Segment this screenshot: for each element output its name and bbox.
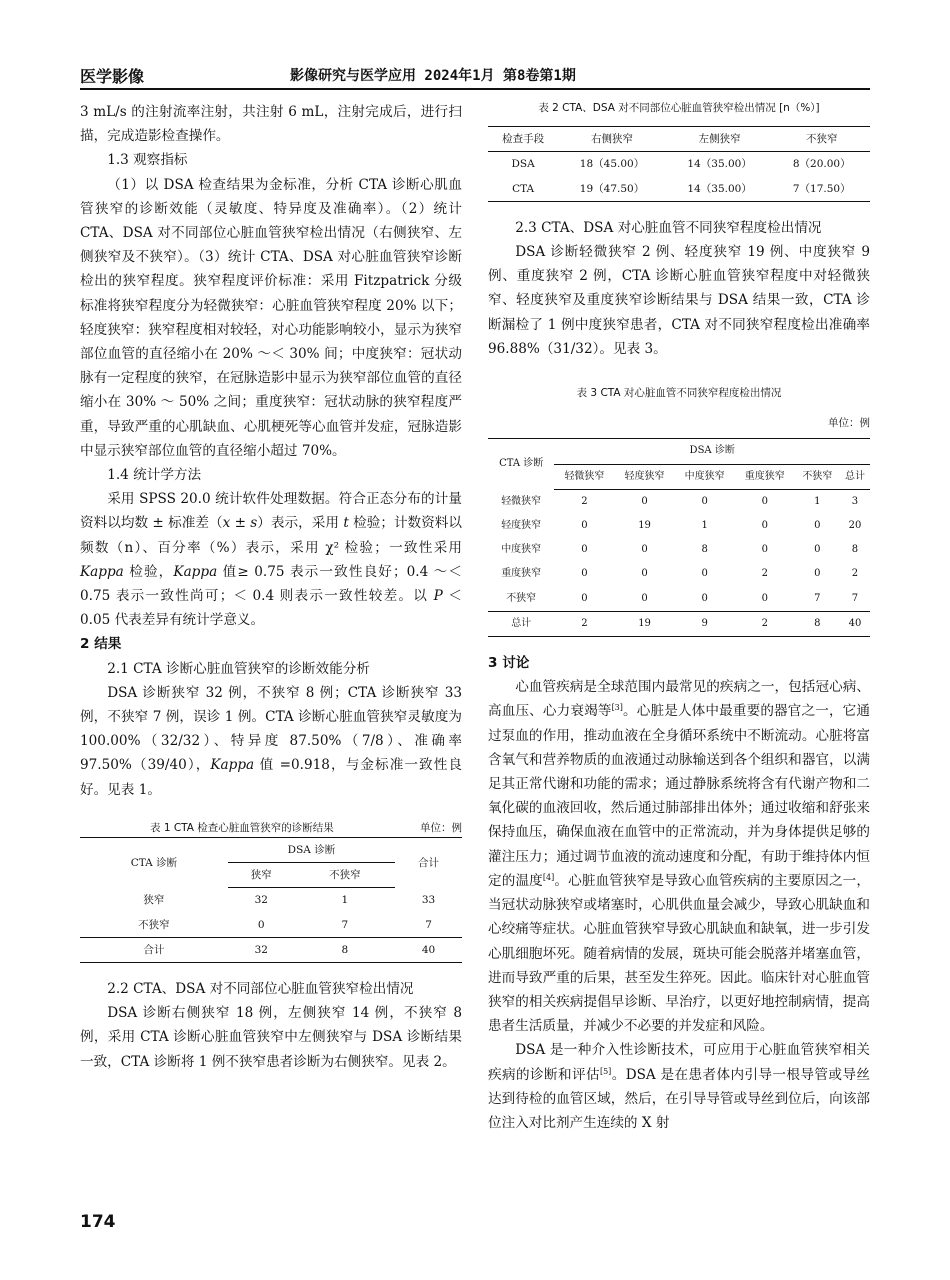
table-header: 轻微狭窄 — [554, 464, 614, 489]
table-cell: 不狭窄 — [506, 592, 537, 604]
table-cell: 0 — [641, 568, 648, 580]
table-cell: 19（47.50） — [579, 182, 645, 195]
table-cell: 14（35.00） — [687, 158, 752, 171]
table-cell: 1 — [341, 894, 349, 907]
paragraph: DSA 诊断狭窄 32 例，不狭窄 8 例；CTA 诊断狭窄 33 例，不狭窄 7 例，误诊 1 例。CTA 诊断心脏血管狭窄灵敏度为 100.00%（32/32）、特异度 87.50%（7/8）、准确率 97.50%（39/40），Kappa 值 =0.918，与金标准一致性良好。见表 1。 — [80, 684, 462, 798]
table-1-unit: 单位：例 — [420, 821, 462, 834]
table-cell: 2 — [554, 611, 614, 636]
table-cell: 2 — [851, 568, 859, 580]
table-cell: 0 — [257, 918, 265, 931]
section-heading-1-3: 1.3 观察指标 — [107, 152, 188, 169]
table-cell: 8 — [851, 544, 859, 556]
table-cell: 2 — [761, 568, 768, 580]
table-cell: 0 — [641, 495, 648, 507]
table-cell: 2 — [581, 495, 588, 507]
table-2 — [488, 126, 870, 202]
table-cell: 0 — [641, 592, 648, 604]
table-cell: 7 — [851, 592, 859, 604]
table-cell: CTA — [512, 182, 535, 195]
table-3-caption: 表 3 CTA 对心脏血管不同狭窄程度检出情况 — [576, 387, 782, 400]
table-cell: 0 — [814, 568, 821, 580]
paragraph: DSA 诊断轻微狭窄 2 例、轻度狭窄 19 例、中度狭窄 9 例、重度狭窄 2 例，CTA 诊断心脏血管狭窄程度中对轻微狭窄、轻度狭窄及重度狭窄诊断结果与 DSA 结果一致，CTA 诊断漏检了 1 例中度狭窄患者，CTA 对不同狭窄程度检出准确率 96.88%（31/32）。见表 3。 — [488, 244, 870, 357]
citation: [3] — [611, 703, 623, 713]
table-header: CTA 诊断 — [499, 458, 544, 470]
table-cell: 合计 — [80, 937, 228, 962]
table-header: 狭窄 — [228, 863, 295, 888]
table-cell: 0 — [581, 520, 588, 532]
table-cell: 不狭窄 — [138, 918, 170, 931]
table-cell: 20 — [848, 520, 862, 532]
table-row — [488, 514, 870, 538]
table-cell: 轻度狭窄 — [501, 520, 542, 532]
section-heading-2-3: 2.3 CTA、DSA 对心脏血管不同狭窄程度检出情况 — [515, 219, 822, 236]
paragraph: （1）以 DSA 检查结果为金标准，分析 CTA 诊断心肌血管狭窄的诊断效能（灵敏度、特异度及准确率）。（2）统计 CTA、DSA 对不同部位心脏血管狭窄检出情况（右侧狭窄、左侧狭窄及不狭窄）。（3）统计 CTA、DSA 对心脏血管狭窄诊断检出的狭窄程度。狭窄程度评价标准：采用 Fitzpatrick 分级标准将狭窄程度分为轻微狭窄：心脏血管狭窄程度 20% 以下；轻度狭窄：狭窄程度相对较轻，对心功能影响较小，显示为狭窄部位血管的直径缩小在 20% ～＜ 30% 间；中度狭窄：冠状动脉有一定程度的狭窄，在冠脉造影中显示为狭窄部位血管的直径缩小在 30% ～ 50% 之间；重度狭窄：冠状动脉的狭窄程度严重，导致严重的心肌缺血、心肌梗死等心血管并发症，冠脉造影中显示狭窄部位血管的直径缩小超过 70%。 — [80, 176, 462, 459]
section-heading-2-2: 2.2 CTA、DSA 对不同部位心脏血管狭窄检出情况 — [107, 980, 414, 997]
table-cell: 0 — [701, 568, 708, 580]
table-cell: DSA — [511, 158, 535, 171]
table-total-row — [488, 611, 870, 636]
table-cell: 7 — [425, 918, 432, 931]
right-column — [488, 96, 870, 1135]
table-row — [488, 538, 870, 562]
table-cell: 0 — [761, 544, 768, 556]
table-cell: 8 — [701, 544, 708, 556]
left-column — [80, 100, 462, 1074]
table-row — [488, 562, 870, 586]
paragraph: DSA 是一种介入性诊断技术，可应用于心脏血管狭窄相关疾病的诊断和评估[5]。DSA 是在患者体内引导一根导管或导丝达到待检的血管区域，然后，在引导导管或导丝到位后，向该部位注入对比剂产生连续的 X 射 — [488, 1042, 870, 1131]
table-cell: 19 — [615, 611, 675, 636]
table-cell: 0 — [701, 495, 708, 507]
table-header: 右侧狭窄 — [558, 127, 666, 152]
table-cell: 轻微狭窄 — [501, 495, 542, 507]
paragraph: 心血管疾病是全球范围内最常见的疾病之一，包括冠心病、高血压、心力衰竭等[3]。心脏是人体中最重要的器官之一，它通过泵血的作用，推动血液在全身循环系统中不断流动。心脏将富含氧气和营养物质的血液通过动脉输送到各个组织和器官，以满足其正常代谢和功能的需求；通过静脉系统将含有代谢产物和二氧化碳的血液回收，然后通过肺部排出体外；通过收缩和舒张来保持血压，确保血液在血管中的正常流动，并为身体提供足够的灌注压力；通过调节血液的流动速度和分配，有助于维持体内恒定的温度[4]。心脏血管狭窄是导致心血管疾病的主要原因之一，当冠状动脉狭窄或堵塞时，心肌供血量会减少，导致心肌缺血和心绞痛等症状。心脏血管狭窄导致心肌缺血和缺氧，进一步引发心肌细胞坏死。随着病情的发展，斑块可能会脱落并堵塞血管，进而导致严重的后果，甚至发生猝死。因此。临床针对心脏血管狭窄的相关疾病提倡早诊断、早治疗，以更好地控制病情，提高患者生活质量，并减少不必要的并发症和风险。 — [488, 679, 871, 1035]
paragraph: 采用 SPSS 20.0 统计软件处理数据。符合正态分布的计量资料以均数 ± 标准差（x ± s）表示，采用 t 检验；计数资料以频数（n）、百分率（%）表示，采用 χ² 检验；一致性采用 Kappa 检验，Kappa 值≥ 0.75 表示一致性良好；0.4 ～＜ 0.75 表示一致性尚可；＜ 0.4 则表示一致性较差。以 P ＜ 0.05 代表差异有统计学意义。 — [80, 491, 463, 629]
table-total-row — [80, 937, 462, 962]
table-cell: 0 — [581, 568, 588, 580]
table-cell: 1 — [701, 520, 708, 532]
table-row — [488, 587, 870, 612]
table-cell: 1 — [814, 495, 821, 507]
table-row — [80, 888, 462, 913]
table-cell: 狭窄 — [143, 894, 165, 907]
paragraph: DSA 诊断右侧狭窄 18 例，左侧狭窄 14 例，不狭窄 8 例，采用 CTA 诊断心脏血管狭窄中左侧狭窄与 DSA 诊断结果一致，CTA 诊断将 1 例不狭窄患者诊断为右侧狭窄。见表 2。 — [80, 1005, 462, 1070]
section-heading-1-4: 1.4 统计学方法 — [107, 467, 202, 484]
table-cell: 8（20.00） — [792, 158, 851, 171]
paragraph: 3 mL/s 的注射流率注射，共注射 6 mL，注射完成后，进行扫描，完成造影检查操作。 — [80, 104, 462, 145]
table-cell: 8 — [295, 937, 395, 962]
table-3 — [488, 438, 870, 637]
table-1 — [80, 837, 462, 963]
table-header: DSA 诊断 — [554, 439, 870, 464]
table-header: 检查手段 — [488, 127, 558, 152]
table-cell: 19 — [638, 520, 651, 532]
citation: [4] — [542, 872, 555, 882]
table-cell: 14（35.00） — [687, 182, 752, 195]
table-header: 不狭窄 — [295, 863, 395, 888]
table-cell: 32 — [254, 894, 268, 907]
table-row — [488, 152, 870, 177]
table-cell: 8 — [795, 611, 840, 636]
table-2-caption: 表 2 CTA、DSA 对不同部位心脏血管狭窄检出情况 [n（%）] — [538, 102, 820, 114]
table-cell: 33 — [421, 894, 436, 907]
journal-running-title: 影像研究与医学应用 2024年1月 第8卷第1期 — [290, 68, 576, 84]
table-cell: 40 — [840, 611, 870, 636]
table-cell: 2 — [735, 611, 795, 636]
journal-section-title: 医学影像 — [80, 67, 145, 86]
table-row — [488, 177, 870, 202]
section-heading-2: 2 结果 — [80, 636, 122, 653]
table-cell: 中度狭窄 — [501, 544, 542, 556]
table-header: DSA 诊断 — [228, 837, 395, 862]
table-cell: 7 — [341, 918, 349, 931]
table-cell: 0 — [641, 544, 648, 556]
table-cell: 0 — [761, 592, 768, 604]
table-cell: 0 — [701, 592, 708, 604]
table-row — [488, 489, 870, 514]
table-cell: 7（17.50） — [792, 182, 851, 195]
table-header: CTA 诊断 — [130, 856, 178, 869]
table-cell: 32 — [228, 937, 295, 962]
table-cell: 0 — [814, 520, 821, 532]
table-1-caption: 表 1 CTA 检查心脏血管狭窄的诊断结果 — [150, 821, 334, 834]
table-1-caption-line — [80, 816, 462, 832]
table-cell: 40 — [395, 937, 462, 962]
table-cell: 总计 — [488, 611, 554, 636]
table-header: 合计 — [418, 856, 440, 869]
table-header: 总计 — [840, 464, 870, 489]
table-cell: 0 — [581, 592, 588, 604]
table-header: 左侧狭窄 — [666, 127, 774, 152]
table-cell: 重度狭窄 — [501, 568, 542, 580]
table-header: 不狭窄 — [773, 127, 870, 152]
table-header: 中度狭窄 — [675, 464, 735, 489]
section-heading-2-1: 2.1 CTA 诊断心脏血管狭窄的诊断效能分析 — [107, 660, 370, 677]
table-row — [80, 913, 462, 938]
table-header: 重度狭窄 — [735, 464, 795, 489]
table-header: 轻度狭窄 — [615, 464, 675, 489]
table-cell: 0 — [581, 544, 588, 556]
table-header: 不狭窄 — [795, 464, 840, 489]
running-header — [80, 64, 870, 90]
table-cell: 7 — [814, 592, 821, 604]
table-cell: 0 — [761, 520, 768, 532]
citation: [5] — [599, 1066, 612, 1076]
table-cell: 0 — [761, 495, 768, 507]
table-cell: 3 — [851, 495, 859, 507]
table-3-unit: 单位：例 — [828, 417, 870, 430]
table-cell: 0 — [814, 544, 821, 556]
table-cell: 9 — [675, 611, 735, 636]
table-cell: 18（45.00） — [579, 158, 645, 171]
page-number: 174 — [80, 1212, 116, 1232]
section-heading-3: 3 讨论 — [488, 655, 530, 672]
